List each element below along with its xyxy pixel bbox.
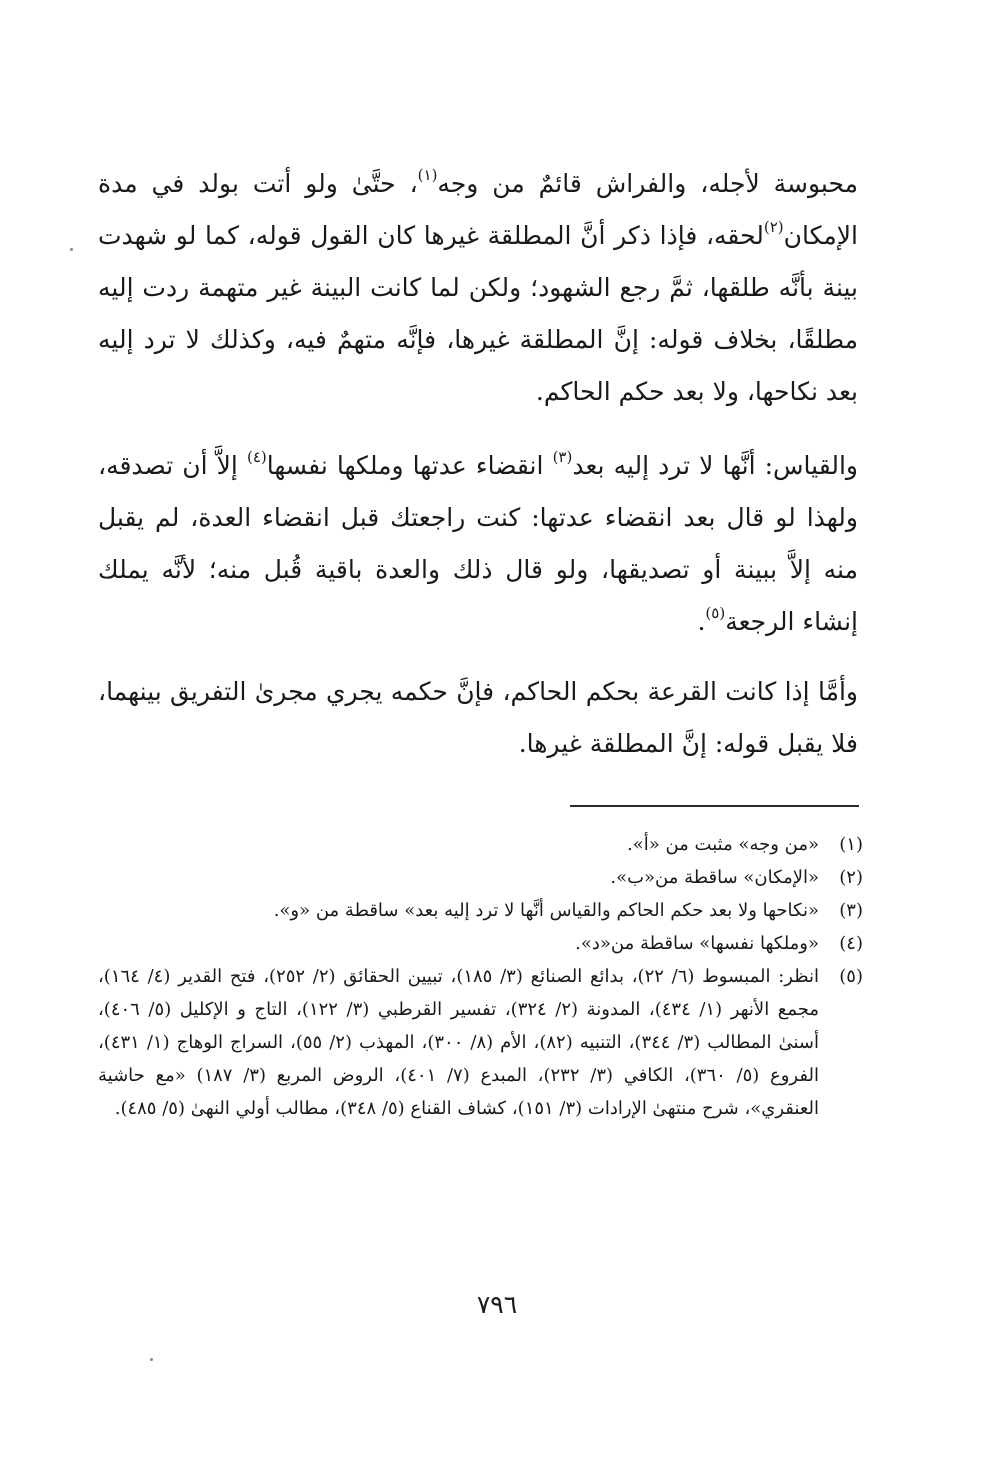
scan-speck: [70, 248, 73, 251]
footnote-text: «الإمكان» ساقطة من«ب».: [610, 867, 819, 888]
paragraph-1: [98, 158, 858, 418]
paragraph-2-text-a: والقياس: أنَّها لا ترد إليه بعد: [572, 451, 858, 480]
paragraph-2: [98, 440, 858, 648]
footnote-text: «نكاحها ولا بعد حكم الحاكم والقياس أنَّها لا ترد إليه بعد» ساقطة من «و».: [273, 900, 819, 921]
footnote-number: (٤): [839, 933, 863, 954]
footnote-number: (١): [839, 834, 863, 855]
footnote-number: (٣): [839, 900, 863, 921]
footnote-ref-3[interactable]: (٣): [552, 447, 573, 466]
footnote-3: [98, 894, 863, 927]
footnotes: [98, 828, 863, 1125]
footnote-2: [98, 861, 863, 894]
footnote-ref-4[interactable]: (٤): [246, 447, 267, 466]
footnote-4: [98, 927, 863, 960]
footnote-number: (٢): [839, 867, 863, 888]
footnote-text: «من وجه» مثبت من «أ».: [627, 834, 819, 855]
paragraph-1-text-a: محبوسة لأجله، والفراش قائمٌ من وجه: [437, 169, 858, 198]
footnote-ref-1[interactable]: (١): [417, 165, 438, 184]
footnote-1: [98, 828, 863, 861]
paragraph-1-text-b: ، حتَّىٰ ولو أتت بولد في مدة الإمكان: [98, 169, 858, 250]
scan-speck: [150, 1358, 153, 1361]
footnote-ref-5[interactable]: (٥): [705, 603, 726, 622]
paragraph-1-text-c: لحقه، فإذا ذكر أنَّ المطلقة غيرها كان القول قوله، كما لو شهدت بينة بأنَّه طلقها، ثمَّ رجع الشهود؛ ولكن لما كانت البينة غير متهمة ردت إليه مطلقًا، بخلاف قوله: إنَّ المطلقة غيرها، فإنَّه متهمٌ فيه، وكذلك لا ترد إليه بعد نكاحها، ولا بعد حكم الحاكم.: [98, 221, 858, 406]
footnote-ref-2[interactable]: (٢): [763, 217, 784, 236]
paragraph-3: [98, 666, 858, 770]
footnote-number: (٥): [839, 966, 863, 987]
paragraph-3-text: وأمَّا إذا كانت القرعة بحكم الحاكم، فإنَّ حكمه يجري مجرىٰ التفريق بينهما، فلا يقبل قوله: إنَّ المطلقة غيرها.: [98, 677, 858, 758]
footnote-text: «وملكها نفسها» ساقطة من«د».: [575, 933, 819, 954]
footnote-separator: [570, 805, 859, 807]
paragraph-2-text-c: إلاَّ أن تصدقه، ولهذا لو قال بعد انقضاء عدتها: كنت راجعتك قبل انقضاء العدة، لم يقبل منه إلاَّ ببينة أو تصديقها، ولو قال ذلك والعدة باقية قُبل منه؛ لأنَّه يملك إنشاء الرجعة: [98, 451, 858, 636]
paragraph-2-text-d: .: [697, 607, 706, 636]
page-number: ٧٩٦: [476, 1290, 518, 1319]
footnote-5: [98, 960, 863, 1125]
paragraph-2-text-b: انقضاء عدتها وملكها نفسها: [266, 451, 553, 480]
footnote-text: انظر: المبسوط (٦/ ٢٢)، بدائع الصنائع (٣/ ١٨٥)، تبيين الحقائق (٢/ ٢٥٢)، فتح القدير (٤/ ١٦٤)، مجمع الأنهر (١/ ٤٣٤)، المدونة (٢/ ٣٢٤)، تفسير القرطبي (٣/ ١٢٢)، التاج و الإكليل (٥/ ٤٠٦)، أسنىٰ المطالب (٣/ ٣٤٤)، التنبيه (٨٢)، الأم (٨/ ٣٠٠)، المهذب (٢/ ٥٥)، السراج الوهاج (١/ ٤٣١)، الفروع (٥/ ٣٦٠)، الكافي (٣/ ٢٣٢)، المبدع (٧/ ٤٠١)، الروض المربع (٣/ ١٨٧) «مع حاشية العنقري»، شرح منتهىٰ الإرادات (٣/ ١٥١)، كشاف القناع (٥/ ٣٤٨)، مطالب أولي النهىٰ (٥/ ٤٨٥).: [98, 966, 820, 1119]
